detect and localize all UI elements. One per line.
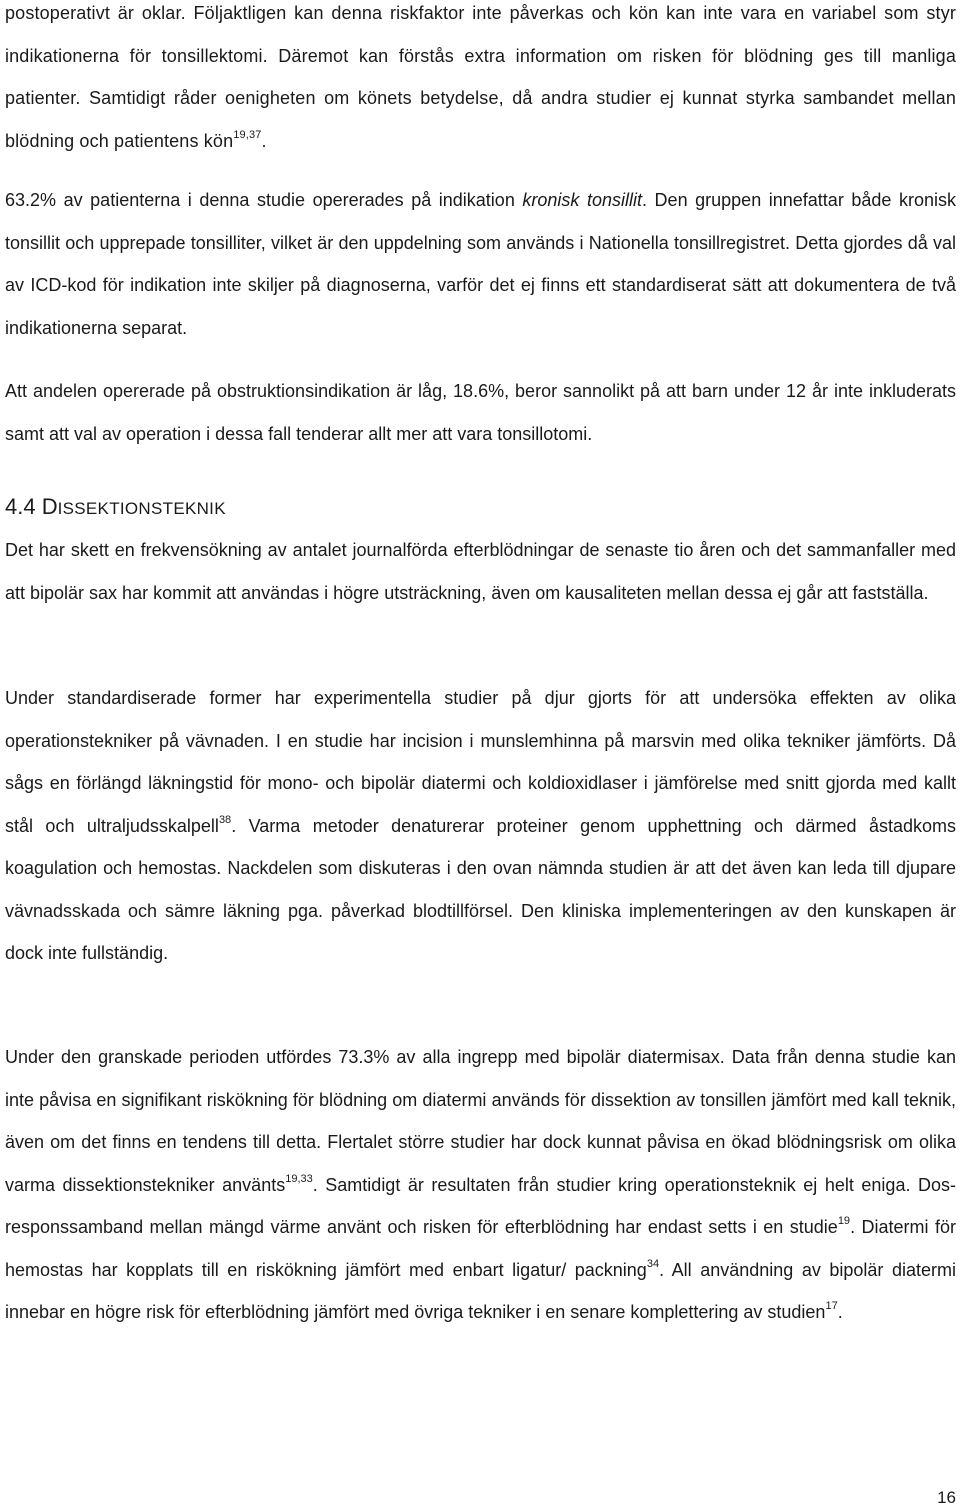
paragraph-text: . Varma metoder denaturerar proteiner genom upphettning och därmed åstadkoms koagulation och hemostas. Nackdelen som diskuteras i den ovan nämnda studien är att det även kan leda till djupare vävnadsskada och sämre läkning pga. påverkad blodtillförsel. Den kliniska implementeringen av den kunskapen är dock inte fullständig. [5, 815, 956, 963]
paragraph-text: Det har skett en frekvensökning av antalet journalförda efterblödningar de senaste tio åren och det sammanfaller med att bipolär sax har kommit att användas i högre utsträckning, även om kausaliteten mellan dessa ej går att fastställa. [5, 540, 956, 603]
paragraph-text: postoperativt är oklar. Följaktligen kan denna riskfaktor inte påverkas och kön kan inte vara en variabel som styr indikationerna för tonsillektomi. Däremot kan förstås extra information om risken för blödning ges till manliga patienter. Samtidigt råder oenigheten om könets betydelse, då andra studier ej kunnat styrka sambandet mellan blödning och patientens kön [5, 3, 956, 151]
paragraph-text: Under standardiserade former har experimentella studier på djur gjorts för att undersöka effekten av olika operationstekniker på vävnaden. I en studie har incision i munslemhinna på marsvin med olika tekniker jämförts. Då sågs en förlängd läkningstid för mono- och bipolär diatermi och koldioxidlaser i jämförelse med snitt gjorda med kallt stål och ultraljudsskalpell [5, 688, 956, 836]
citation-reference: 19,37 [233, 128, 262, 141]
paragraph-text: . [837, 1302, 843, 1322]
citation-reference: 17 [825, 1300, 838, 1312]
paragraph-obstruction-indication [5, 370, 956, 455]
paragraph-text: 63.2% av patienterna i denna studie opererades på indikation [5, 190, 523, 210]
citation-reference: 34 [646, 1257, 660, 1270]
section-heading [5, 490, 226, 526]
section-title-rest: ISSEKTIONSTEKNIK [57, 499, 226, 518]
page-number: 16 [937, 1488, 956, 1507]
paragraph-frequency-increase [5, 529, 956, 614]
paragraph-sex-risk-factor [5, 0, 956, 162]
citation-reference: 38 [218, 813, 232, 826]
section-number: 4.4 [5, 494, 36, 519]
paragraph-bipolar-diathermy [5, 1036, 956, 1334]
paragraph-text: Att andelen opererade på obstruktionsindikation är låg, 18.6%, beror sannolikt på att barn under 12 år inte inkluderats samt att val av operation i dessa fall tenderar allt mer att vara tonsillotomi. [5, 381, 956, 444]
paragraph-text: . Samtidigt är resultaten från studier kring operationsteknik ej helt eniga. Dos-responssamband mellan mängd värme använt och risken för efterblödning har endast setts i en studie [5, 1174, 956, 1237]
paragraph-text: . All användning av bipolär diatermi innebar en högre risk för efterblödning jämfört med övriga tekniker i en senare komplettering av studien [5, 1259, 957, 1322]
paragraph-text: . Diatermi för hemostas har kopplats till en riskökning jämfört med enbart ligatur/ packning [5, 1217, 956, 1280]
section-title-initial: D [41, 494, 58, 519]
emphasized-term: kronisk tonsillit [522, 190, 642, 210]
citation-reference: 19,33 [285, 1172, 313, 1185]
paragraph-text: . Den gruppen innefattar både kronisk tonsillit och upprepade tonsilliter, vilket är den uppdelning som används i Nationella tonsillregistret. Detta gjordes då val av ICD-kod för indikation inte skiljer på diagnoserna, varför det ej finns ett standardiserat sätt att dokumentera de två indikationerna separat. [5, 190, 956, 338]
paragraph-chronic-tonsillitis [5, 179, 956, 349]
paragraph-animal-studies [5, 677, 956, 975]
citation-reference: 19 [837, 1215, 851, 1227]
paragraph-text: . [261, 130, 267, 151]
paragraph-text: Under den granskade perioden utfördes 73.3% av alla ingrepp med bipolär diatermisax. Data från denna studie kan inte påvisa en signifikant riskökning för blödning om diatermi används för dissektion av tonsillen jämfört med kall teknik, även om det finns en tendens till detta. Flertalet större studier har dock kunnat påvisa en ökad blödningsrisk om olika varma dissektionstekniker använts [5, 1047, 956, 1195]
